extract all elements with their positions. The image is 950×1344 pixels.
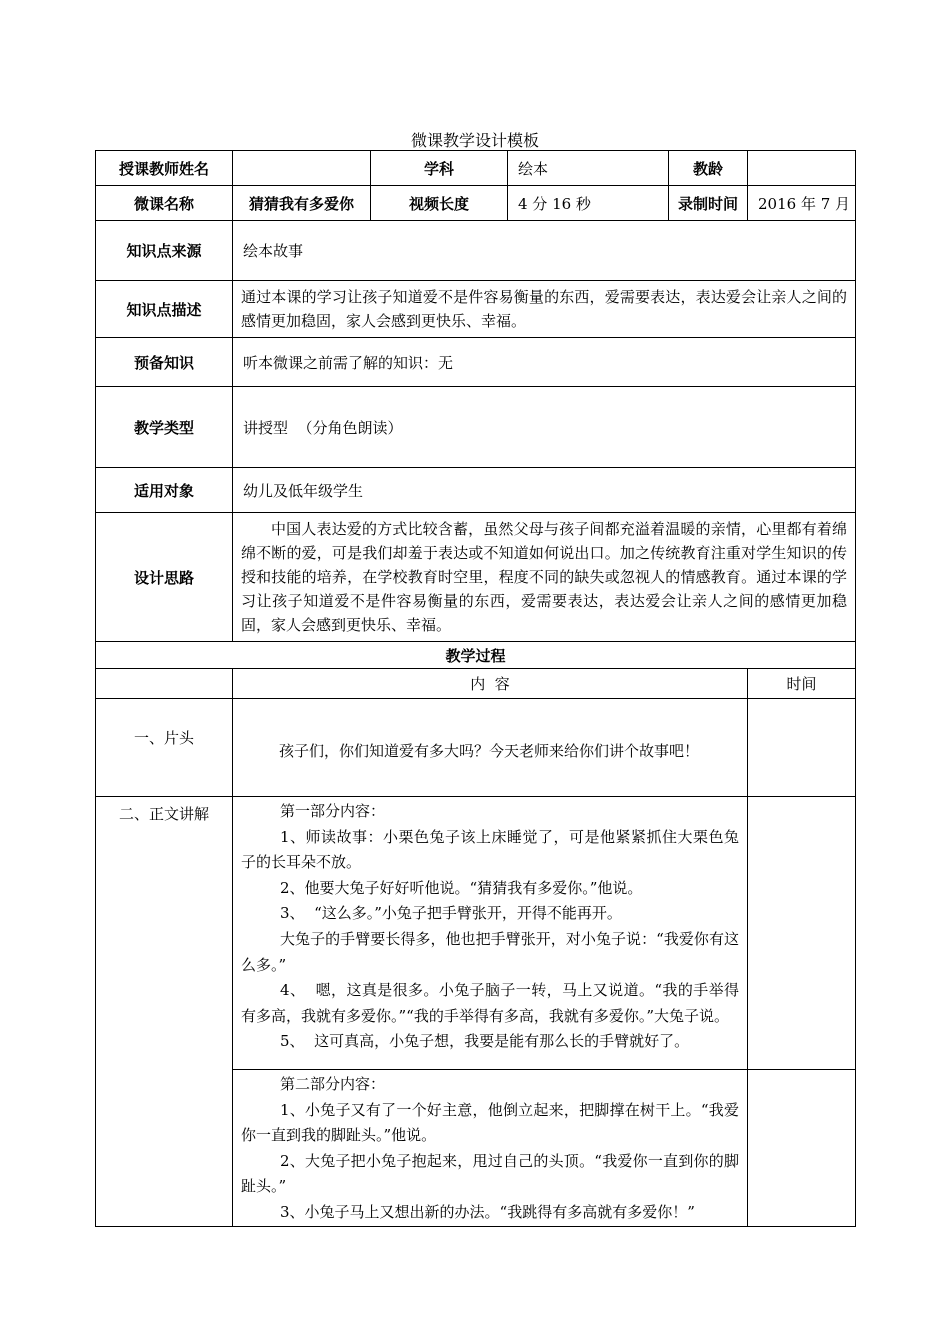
part1-line: 5、 这可真高，小兔子想，我要是能有那么长的手臂就好了。 bbox=[280, 1032, 690, 1051]
part2-heading: 第二部分内容： bbox=[280, 1075, 386, 1093]
course-name-label: 微课名称 bbox=[96, 186, 233, 221]
record-time-value: 2016 年 7 月 bbox=[748, 186, 856, 221]
step1-time bbox=[748, 699, 856, 797]
teacher-label: 授课教师姓名 bbox=[96, 151, 233, 186]
teaching-age-label: 教龄 bbox=[669, 151, 748, 186]
teacher-value bbox=[233, 151, 371, 186]
part1-line: 4、 嗯，这真是很多。小兔子脑子一转，马上又说道。“我的手举得有多高，我就有多爱你。”“我的手举得有多高，我就有多爱你。”大兔子说。 bbox=[241, 981, 740, 1025]
knowledge-source-label: 知识点来源 bbox=[96, 221, 233, 281]
step1-label: 一、片头 bbox=[96, 699, 233, 797]
process-header-blank bbox=[96, 669, 233, 699]
process-col-content: 内 容 bbox=[233, 669, 748, 699]
part1-line: 3、 “这么多。”小兔子把手臂张开，开得不能再开。 bbox=[280, 904, 622, 923]
course-name-value: 猜猜我有多爱你 bbox=[233, 186, 371, 221]
knowledge-source-value: 绘本故事 bbox=[233, 221, 856, 281]
teaching-type-label: 教学类型 bbox=[96, 387, 233, 468]
part1-line: 大兔子的手臂要长得多，他也把手臂张开，对小兔子说：“我爱你有这么多。” bbox=[241, 929, 740, 974]
design-idea-value: 中国人表达爱的方式比较含蓄，虽然父母与孩子间都充溢着温暖的亲情，心里都有着绵绵不断的爱，可是我们却羞于表达或不知道如何说出口。加之传统教育注重对学生知识的传授和技能的培养，在学校教育时空里，程度不同的缺失或忽视人的情感教育。通过本课的学习让孩子知道爱不是件容易衡量的东西，爱需要表达，表达爱会让亲人之间的感情更加稳固，家人会感到更快乐、幸福。 bbox=[233, 513, 856, 642]
record-time-label: 录制时间 bbox=[669, 186, 748, 221]
teaching-age-value bbox=[748, 151, 856, 186]
design-idea-label: 设计思路 bbox=[96, 513, 233, 642]
part1-line: 1、师读故事：小栗色兔子该上床睡觉了，可是他紧紧抓住大栗色兔子的长耳朵不放。 bbox=[241, 827, 740, 872]
part1-heading: 第一部分内容： bbox=[280, 802, 386, 820]
part1-line: 2、他要大兔子好好听他说。“猜猜我有多爱你。”他说。 bbox=[280, 878, 643, 897]
subject-value: 绘本 bbox=[508, 151, 669, 186]
step2-time-part1 bbox=[748, 797, 856, 1070]
step2-time-part2 bbox=[748, 1070, 856, 1227]
step1-text: 孩子们，你们知道爱有多大吗？今天老师来给你们讲个故事吧！ bbox=[233, 699, 748, 797]
part2-content bbox=[233, 1070, 748, 1227]
audience-value: 幼儿及低年级学生 bbox=[233, 468, 856, 513]
knowledge-desc-label: 知识点描述 bbox=[96, 281, 233, 338]
document-title: 微课教学设计模板 bbox=[410, 131, 539, 150]
video-length-label: 视频长度 bbox=[371, 186, 508, 221]
process-col-time: 时间 bbox=[748, 669, 856, 699]
audience-label: 适用对象 bbox=[96, 468, 233, 513]
prerequisite-value: 听本微课之前需了解的知识：无 bbox=[233, 338, 856, 387]
subject-label: 学科 bbox=[371, 151, 508, 186]
process-title: 教学过程 bbox=[96, 642, 856, 669]
part2-line: 2、大兔子把小兔子抱起来，甩过自己的头顶。“我爱你一直到你的脚趾头。” bbox=[241, 1151, 740, 1196]
prerequisite-label: 预备知识 bbox=[96, 338, 233, 387]
part2-line: 1、小兔子又有了一个好主意，他倒立起来，把脚撑在树干上。“我爱你一直到我的脚趾头。”他说。 bbox=[241, 1100, 740, 1145]
step2-label: 二、正文讲解 bbox=[96, 797, 233, 1227]
video-length-value: 4 分 16 秒 bbox=[508, 186, 669, 221]
teaching-type-value: 讲授型 （分角色朗读） bbox=[233, 387, 856, 468]
lesson-plan-table bbox=[95, 150, 856, 1227]
part2-line: 3、小兔子马上又想出新的办法。“我跳得有多高就有多爱你！” bbox=[280, 1202, 695, 1221]
part1-content bbox=[233, 797, 748, 1070]
knowledge-desc-value: 通过本课的学习让孩子知道爱不是件容易衡量的东西，爱需要表达，表达爱会让亲人之间的感情更加稳固，家人会感到更快乐、幸福。 bbox=[233, 281, 856, 338]
